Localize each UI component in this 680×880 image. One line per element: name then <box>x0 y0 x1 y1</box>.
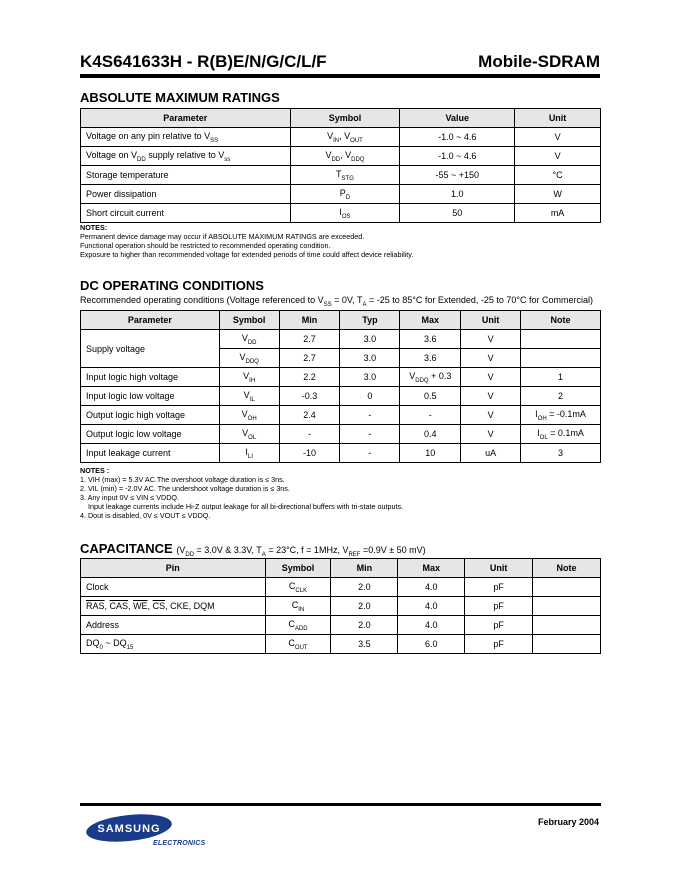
unit-cell: V <box>461 425 521 444</box>
col-header: Parameter <box>81 109 291 128</box>
value-cell: -1.0 ~ 4.6 <box>400 128 515 147</box>
cap-conditions: ($V_{DD} = 3.0V$ & 3.3V, $T_A = 23^\circ C$, f = 1MHz, $V_{REF} =0.9V \pm 50$ mV) <box>176 545 426 558</box>
table-header-row <box>81 109 601 128</box>
table-row <box>81 147 601 166</box>
min-cell: 2.7 <box>279 349 340 368</box>
param-cell: Input logic low voltage <box>81 387 220 406</box>
col-header: Max <box>400 311 461 330</box>
unit-cell: V <box>461 349 521 368</box>
part-number: K4S641633H - R(B)E/N/G/C/L/F <box>80 52 327 71</box>
note-cell: 1 <box>521 368 601 387</box>
max-cell: 6.0 <box>398 635 465 654</box>
symbol-cell: $I_{OS}$ <box>290 204 400 223</box>
table-row <box>81 425 601 444</box>
table-header-row <box>81 311 601 330</box>
typ-cell: - <box>340 444 400 463</box>
max-cell: 10 <box>400 444 461 463</box>
symbol-cell: $V_{DD}$, $V_{DDQ}$ <box>290 147 400 166</box>
pin-cell: $DQ_0$ ~ $DQ_{15}$ <box>81 635 266 654</box>
unit-cell: V <box>515 128 601 147</box>
note-line: 1. VIH (max) = 5.3V AC.The overshoot voltage duration is ≤ 3ns. <box>80 475 285 484</box>
typ-cell: 3.0 <box>340 368 400 387</box>
note-line: Input leakage currents include Hi-Z output leakage for all bi-directional buffers with tri-state outputs. <box>80 502 404 511</box>
pin-cell: Address <box>81 616 266 635</box>
min-cell: - <box>279 425 340 444</box>
min-cell: -10 <box>279 444 340 463</box>
symbol-cell: $V_{DDQ}$ <box>219 349 279 368</box>
symbol-cell: $V_{DD}$ <box>219 330 279 349</box>
note-line: 2. VIL (min) = -2.0V AC. The undershoot voltage duration is ≤ 3ns. <box>80 484 290 493</box>
table-row <box>81 616 601 635</box>
min-cell: 2.7 <box>279 330 340 349</box>
max-cell: 3.6 <box>400 330 461 349</box>
notes-title: NOTES : <box>80 466 110 475</box>
min-cell: 2.0 <box>331 578 398 597</box>
dc-title: DC OPERATING CONDITIONS <box>80 278 264 293</box>
footer-date: February 2004 <box>537 817 599 827</box>
col-header: Symbol <box>265 559 331 578</box>
table-row <box>81 166 601 185</box>
note-cell: $I_{OL} = 0.1mA$ <box>521 425 601 444</box>
col-header: Note <box>533 559 601 578</box>
symbol-cell: $P_D$ <box>290 185 400 204</box>
min-cell: 2.2 <box>279 368 340 387</box>
unit-cell: V <box>461 387 521 406</box>
table-row <box>81 444 601 463</box>
col-header: Pin <box>81 559 266 578</box>
param-cell: Short circuit current <box>81 204 291 223</box>
param-cell: Supply voltage <box>81 330 220 368</box>
col-header: Note <box>521 311 601 330</box>
col-header: Symbol <box>290 109 400 128</box>
max-cell: 4.0 <box>398 597 465 616</box>
unit-cell: V <box>461 368 521 387</box>
symbol-cell: $T_{STG}$ <box>290 166 400 185</box>
value-cell: 1.0 <box>400 185 515 204</box>
table-row <box>81 368 601 387</box>
min-cell: -0.3 <box>279 387 340 406</box>
table-row <box>81 597 601 616</box>
param-cell: Input leakage current <box>81 444 220 463</box>
symbol-cell: $V_{IL}$ <box>219 387 279 406</box>
notes-title: NOTES: <box>80 223 108 232</box>
pin-cell: Clock <box>81 578 266 597</box>
col-header: Unit <box>461 311 521 330</box>
table-row <box>81 406 601 425</box>
pin-cell: $\overline{RAS}$, $\overline{CAS}$, $\overline{WE}$, $\overline{CS}$, CKE, DQM <box>81 597 266 616</box>
table-row <box>81 330 601 349</box>
symbol-cell: $V_{OL}$ <box>219 425 279 444</box>
min-cell: 2.0 <box>331 616 398 635</box>
table-row <box>81 185 601 204</box>
table-row <box>81 128 601 147</box>
symbol-cell: $C_{OUT}$ <box>265 635 331 654</box>
max-cell: 0.4 <box>400 425 461 444</box>
table-row <box>81 578 601 597</box>
col-header: Unit <box>465 559 533 578</box>
unit-cell: V <box>515 147 601 166</box>
note-line: 3. Any input 0V ≤ VIN ≤ VDDQ. <box>80 493 179 502</box>
param-cell: Input logic high voltage <box>81 368 220 387</box>
note-line: Permanent device damage may occur if ABSOLUTE MAXIMUM RATINGS are exceeded. <box>80 232 365 241</box>
col-header: Max <box>398 559 465 578</box>
param-cell: Output logic low voltage <box>81 425 220 444</box>
unit-cell: uA <box>461 444 521 463</box>
note-cell <box>533 635 601 654</box>
param-cell: Output logic high voltage <box>81 406 220 425</box>
dc-subtitle: Recommended operating conditions (Voltage referenced to $V_{SS} = 0V$, $T_A = -25$ to 85°C for Extended, -25 to 70°C for Commercial) <box>80 295 594 308</box>
typ-cell: 0 <box>340 387 400 406</box>
min-cell: 2.0 <box>331 597 398 616</box>
param-cell: Voltage on $V_{DD}$ supply relative to $V_{ss}$ <box>81 147 291 166</box>
cap-title: CAPACITANCE ($V_{DD} = 3.0V$ & 3.3V, $T_A = 23^\circ C$, f = 1MHz, $V_{REF} =0.9V \pm 50$ mV) <box>80 541 426 558</box>
note-cell: 2 <box>521 387 601 406</box>
value-cell: 50 <box>400 204 515 223</box>
col-header: Typ <box>340 311 400 330</box>
symbol-cell: $V_{IH}$ <box>219 368 279 387</box>
col-header: Min <box>331 559 398 578</box>
dc-table <box>80 310 601 463</box>
param-cell: Power dissipation <box>81 185 291 204</box>
note-cell <box>533 616 601 635</box>
unit-cell: V <box>461 330 521 349</box>
max-cell: - <box>400 406 461 425</box>
value-cell: -55 ~ +150 <box>400 166 515 185</box>
param-cell: Voltage on any pin relative to $V_{SS}$ <box>81 128 291 147</box>
cap-table <box>80 558 601 654</box>
symbol-cell: $V_{OH}$ <box>219 406 279 425</box>
note-cell <box>521 330 601 349</box>
product-name: Mobile-SDRAM <box>478 52 600 71</box>
logo-subtitle: ELECTRONICS <box>153 840 206 847</box>
col-header: Min <box>279 311 340 330</box>
unit-cell: °C <box>515 166 601 185</box>
col-header: Unit <box>515 109 601 128</box>
unit-cell: pF <box>465 635 533 654</box>
max-cell: 3.6 <box>400 349 461 368</box>
value-cell: -1.0 ~ 4.6 <box>400 147 515 166</box>
min-cell: 3.5 <box>331 635 398 654</box>
table-header-row <box>81 559 601 578</box>
symbol-cell: $C_{IN}$ <box>265 597 331 616</box>
unit-cell: pF <box>465 597 533 616</box>
col-header: Parameter <box>81 311 220 330</box>
max-cell: 4.0 <box>398 578 465 597</box>
typ-cell: - <box>340 425 400 444</box>
amr-table <box>80 108 601 223</box>
symbol-cell: $I_{LI}$ <box>219 444 279 463</box>
logo-text: SAMSUNG <box>97 823 161 835</box>
param-cell: Storage temperature <box>81 166 291 185</box>
page-header <box>80 52 600 78</box>
table-row <box>81 387 601 406</box>
unit-cell: pF <box>465 578 533 597</box>
table-row <box>81 635 601 654</box>
unit-cell: W <box>515 185 601 204</box>
footer-divider <box>80 803 601 806</box>
col-header: Symbol <box>219 311 279 330</box>
note-cell <box>521 349 601 368</box>
note-cell: $I_{OH} = -0.1mA$ <box>521 406 601 425</box>
table-row <box>81 204 601 223</box>
symbol-cell: $C_{ADD}$ <box>265 616 331 635</box>
unit-cell: V <box>461 406 521 425</box>
max-cell: 0.5 <box>400 387 461 406</box>
note-line: Exposure to higher than recommended voltage for extended periods of time could affect device reliability. <box>80 250 414 259</box>
amr-title: ABSOLUTE MAXIMUM RATINGS <box>80 90 280 105</box>
dc-notes <box>80 466 403 520</box>
symbol-cell: $V_{IN}$, $V_{OUT}$ <box>290 128 400 147</box>
unit-cell: mA <box>515 204 601 223</box>
unit-cell: pF <box>465 616 533 635</box>
col-header: Value <box>400 109 515 128</box>
max-cell: 4.0 <box>398 616 465 635</box>
note-cell <box>533 597 601 616</box>
typ-cell: 3.0 <box>340 330 400 349</box>
amr-notes <box>80 223 413 259</box>
typ-cell: - <box>340 406 400 425</box>
max-cell: $V_{DDQ} + 0.3$ <box>400 368 461 387</box>
note-line: Functional operation should be restricted to recommended operating condition. <box>80 241 331 250</box>
min-cell: 2.4 <box>279 406 340 425</box>
note-cell: 3 <box>521 444 601 463</box>
note-line: 4. Dout is disabled, 0V ≤ VOUT ≤ VDDQ. <box>80 511 211 520</box>
typ-cell: 3.0 <box>340 349 400 368</box>
symbol-cell: $C_{CLK}$ <box>265 578 331 597</box>
note-cell <box>533 578 601 597</box>
